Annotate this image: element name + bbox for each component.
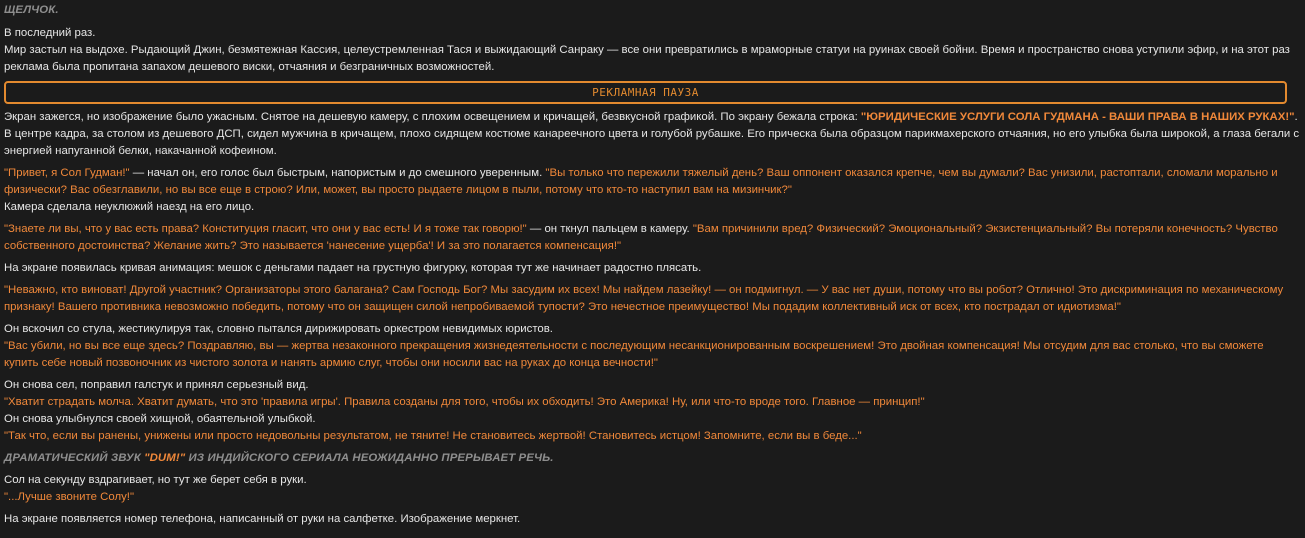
paragraph-saul-intro — [4, 165, 1301, 199]
paragraph-smiled: Он снова улыбнулся своей хищной, обаятельной улыбкой. — [4, 413, 316, 425]
quote-hard-day: "Вы только что пережили тяжелый день? Ваш оппонент оказался крепче, чем вы думали? Вас унизили, растоптали, сломали морально и физически? Вас обезглавили, но вы все еще в строю? Или, может, вы просто рыдаете лицом в пыли, потому что кто-то наступил вам на мизинчик?" — [4, 167, 1278, 196]
paragraph-animation: На экране появилась кривая анимация: мешок с деньгами падает на грустную фигурку, которая тут же начинает радостно плясать. — [4, 262, 702, 274]
paragraph-world-frozen: Мир застыл на выдохе. Рыдающий Джин, безмятежная Кассия, целеустремленная Тася и выжидающий Санраку — все они превратились в мраморные статуи на руинах своей бойни. Время и пространство снова уступили эфир, и на этот раз реклама была пропитана запахом дешевого виски, отчаяния и безграничных возможностей. — [4, 44, 1290, 73]
sound-effect-snap: ЩЕЛЧОК. — [4, 4, 59, 16]
paragraph-ending: На экране появляется номер телефона, написанный от руки на салфетке. Изображение меркнет. — [4, 513, 521, 525]
paragraph-sat-down: Он снова сел, поправил галстук и принял серьезный вид. — [4, 379, 309, 391]
sound-effect-prefix: ДРАМАТИЧЕСКИЙ ЗВУК — [4, 452, 145, 464]
quote-stop-suffering: "Хватит страдать молча. Хватит думать, что это 'правила игры'. Правила созданы для того, чтобы их обходить! Это Америка! Ну, или что-то вроде того. Главное — принцип!" — [4, 396, 925, 408]
quote-rights: "Знаете ли вы, что у вас есть права? Конституция гласит, что они у вас есть! И я тоже так говорю!" — [4, 223, 527, 235]
paragraph-flinch: Сол на секунду вздрагивает, но тут же берет себя в руки. — [4, 474, 307, 486]
quote-no-matter-who: "Неважно, кто виноват! Другой участник? Организаторы этого балагана? Сам Господь Бог? Мы засудим их всех! Мы найдем лазейку! — он подмигнул. — У вас нет души, потому что вы робот? Отлично! Это дискриминация по механическому признаку! Вашего противника невозможно победить, потому что он защищен силой непробиваемой тупости? Это нечестное преимущество! Мы подадим коллективный иск от всех, кто пострадал от идиотизма!" — [4, 284, 1284, 313]
paragraph-screen-lit — [4, 109, 1301, 126]
sound-effect-dum-word: "DUM!" — [144, 452, 186, 464]
paragraph-man-description: В центре кадра, за столом из дешевого ДСП, сидел мужчина в кричащем, плохо сидящем костюме канареечного цвета и голубой рубашке. Его прическа была образцом парикмахерского отчаяния, но его улыбка была широкой, а глаза бегали с энергией напуганной белки, накачанной кофеином. — [4, 128, 1300, 157]
paragraph-rights — [4, 221, 1301, 255]
quote-injured: "Так что, если вы ранены, унижены или просто недовольны результатом, не тяните! Не становитесь жертвой! Становитесь истцом! Запомните, если вы в беде..." — [4, 430, 862, 442]
ticker-text: "ЮРИДИЧЕСКИЕ УСЛУГИ СОЛА ГУДМАНА - ВАШИ ПРАВА В НАШИХ РУКАХ!" — [860, 111, 1295, 123]
paragraph-camera-zoom: Камера сделала неуклюжий наезд на его лицо. — [4, 201, 255, 213]
narration-pointed: — он ткнул пальцем в камеру. — [526, 223, 693, 235]
screen-description: Экран зажегся, но изображение было ужасным. Снятое на дешевую камеру, с плохим освещением и кричащей, безвкусной графикой. По экрану бежала строка: — [4, 111, 861, 123]
quote-harm: "Вам причинили вред? Физический? Эмоциональный? Экзистенциальный? Вы потеряли конечность? Чувство собственного достоинства? Желание жить? Это называется 'нанесение ущерба'! И за это полагается компенсация!" — [4, 223, 1278, 252]
quote-hello: "Привет, я Сол Гудман!" — [4, 167, 130, 179]
paragraph-jumped-up: Он вскочил со стула, жестикулируя так, словно пытался дирижировать оркестром невидимых юристов. — [4, 323, 553, 335]
screen-period: . — [1294, 111, 1298, 123]
ad-break-banner: РЕКЛАМНАЯ ПАУЗА — [4, 81, 1287, 104]
paragraph-last-time: В последний раз. — [4, 27, 96, 39]
sound-effect-suffix: ИЗ ИНДИЙСКОГО СЕРИАЛА НЕОЖИДАННО ПРЕРЫВАЕТ РЕЧЬ. — [185, 452, 554, 464]
narration-began: — начал он, его голос был быстрым, напористым и до смешного уверенным. — [129, 167, 546, 179]
quote-better-call-saul: "...Лучше звоните Солу!" — [4, 491, 134, 503]
quote-killed: "Вас убили, но вы все еще здесь? Поздравляю, вы — жертва незаконного прекращения жизнедеятельности с последующим несанкционированным воскрешением! Это двойная компенсация! Мы отсудим для вас столько, что вы сможете купить себе новый позвоночник из чистого золота и нанять армию слуг, чтобы они носили вас на руках до конца вечности!" — [4, 340, 1264, 369]
sound-effect-dum — [4, 450, 1301, 467]
